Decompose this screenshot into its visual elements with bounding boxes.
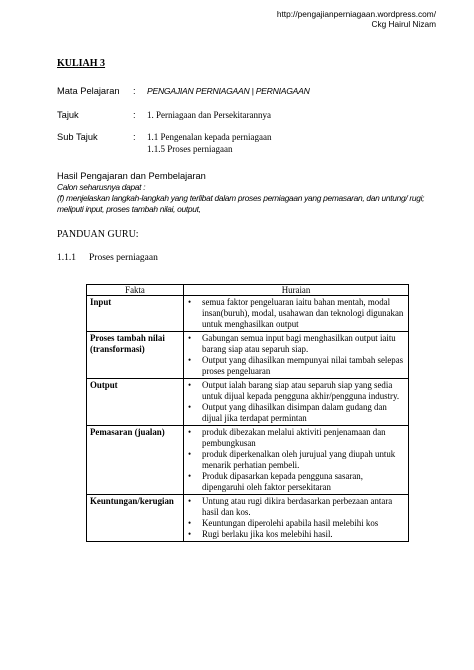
table-row: [87, 426, 409, 495]
fakta-cell: Proses tambah nilai (transformasi): [87, 332, 184, 379]
table-header-huraian: Huraian: [184, 285, 409, 296]
info-colon: :: [133, 110, 136, 120]
teacher-guide-heading: PANDUAN GURU:: [57, 229, 139, 240]
list-item: • Output yang dihasilkan mempunyai nilai tambah selepas proses pengeluaran: [188, 355, 404, 376]
info-value: PENGAJIAN PERNIAGAAN | PERNIAGAAN: [147, 86, 310, 96]
objective-line: Calon seharusnya dapat :: [57, 182, 146, 192]
section-title: Proses perniagaan: [89, 253, 158, 263]
list-item: • Output ialah barang siap atau separuh siap yang sedia untuk dijual kepada pengguna akhir/pengguna industry.: [188, 380, 400, 401]
bullet-icon: •: [188, 380, 192, 390]
huraian-cell: [184, 495, 409, 542]
fakta-cell: Output: [87, 379, 184, 426]
objective-line: meliputi input, proses tambah nilai, output,: [57, 204, 201, 214]
info-label: Mata Pelajaran: [57, 86, 120, 96]
bullet-icon: •: [188, 449, 192, 459]
info-value-2: 1.1.5 Proses perniagaan: [147, 144, 233, 154]
bullet-icon: •: [188, 355, 192, 365]
header-author: Ckg Hairul Nizam: [371, 19, 436, 29]
section-heading: [57, 253, 158, 263]
info-value: 1. Perniagaan dan Persekitarannya: [147, 110, 271, 120]
list-item: • Gabungan semua input bagi menghasilkan output iaitu barang siap atau separuh siap.: [188, 333, 396, 354]
info-colon: :: [133, 86, 136, 96]
bullet-icon: •: [188, 402, 192, 412]
table-row: [87, 495, 409, 542]
fakta-cell: Pemasaran (jualan): [87, 426, 184, 495]
info-label: Tajuk: [57, 110, 79, 120]
table-header-fakta: Fakta: [87, 285, 184, 296]
process-table: [86, 284, 409, 542]
list-item: • Keuntungan diperolehi apabila hasil melebihi kos: [188, 518, 379, 528]
bullet-icon: •: [188, 297, 192, 307]
bullet-icon: •: [188, 496, 192, 506]
lecture-title: KULIAH 3: [57, 58, 106, 69]
page-header: [277, 9, 436, 29]
section-number: 1.1.1: [57, 253, 76, 263]
bullet-icon: •: [188, 518, 192, 528]
table-header-row: [87, 285, 409, 296]
list-item: • Produk dipasarkan kepada pengguna sasaran, dipengaruhi oleh faktor persekitaran: [188, 471, 363, 492]
list-item: • Output yang dihasilkan disimpan dalam gudang dan dijual jika terdapat permintan: [188, 402, 387, 423]
list-item: • Rugi berlaku jika kos melebihi hasil.: [188, 529, 333, 539]
objective-line: (f) menjelaskan langkah-langkah yang terlibat dalam proses perniagaan yang pemasaran, dan untung/ rugi;: [57, 193, 425, 203]
fakta-cell: Keuntungan/kerugian: [87, 495, 184, 542]
huraian-cell: [184, 332, 409, 379]
header-url[interactable]: http://pengajianperniagaan.wordpress.com/: [276, 9, 436, 19]
list-item: • Untung atau rugi dikira berdasarkan perbezaan antara hasil dan kos.: [188, 496, 393, 517]
table-row: [87, 379, 409, 426]
bullet-icon: •: [188, 471, 192, 481]
info-value: 1.1 Pengenalan kepada perniagaan: [147, 132, 272, 142]
bullet-icon: •: [188, 529, 192, 539]
huraian-cell: [184, 426, 409, 495]
fakta-cell: Input: [87, 296, 184, 332]
huraian-cell: [184, 379, 409, 426]
table-row: [87, 296, 409, 332]
info-colon: :: [133, 132, 136, 142]
list-item: • produk dibezakan melalui aktiviti penjenamaan dan pembungkusan: [188, 427, 386, 448]
list-item: • produk diperkenalkan oleh jurujual yang diupah untuk menarik perhatian pembeli.: [188, 449, 396, 470]
table-row: [87, 332, 409, 379]
huraian-cell: [184, 296, 409, 332]
info-label: Sub Tajuk: [57, 132, 98, 142]
bullet-icon: •: [188, 427, 192, 437]
list-item: • semua faktor pengeluaran iaitu bahan mentah, modal insan(buruh), modal, usahawan dan teknologi digunakan untuk menghasilkan output: [188, 297, 404, 329]
bullet-icon: •: [188, 333, 192, 343]
learning-outcome-heading: Hasil Pengajaran dan Pembelajaran: [57, 171, 206, 181]
